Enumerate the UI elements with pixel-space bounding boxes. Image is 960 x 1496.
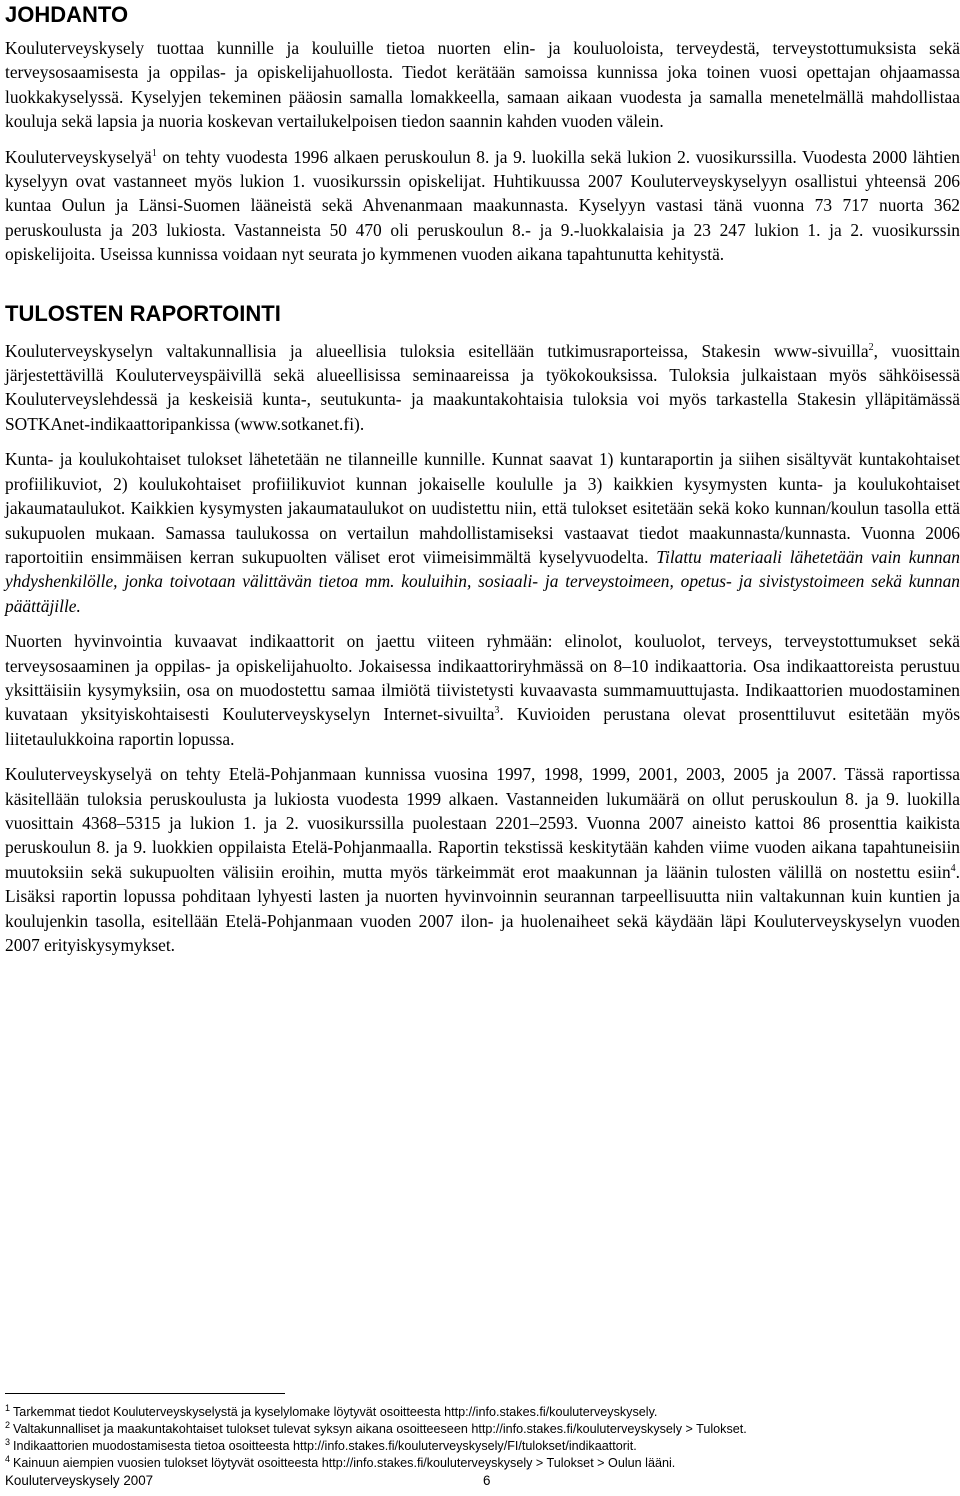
section-heading-tulosten-raportointi: TULOSTEN RAPORTOINTI	[5, 300, 281, 326]
paragraph: Kunta- ja koulukohtaiset tulokset lähetetään ne tilanneille kunnille. Kunnat saavat 1) kuntaraportin ja siihen sisältyvät kuntakohtaiset profiilikuviot, 2) koulukohtaiset profiilikuviot kunnan jokaiselle koululle ja 3) kaikkien kysymysten kunta- ja koulukohtaiset jakaumataulukot. Kaikkien kysymysten jakaumataulukot on uudistettu niin, että tulokset esitetään sekä koko kunnan/koulun tasolla että sukupuolen mukaan. Samassa taulukossa on vertailun mahdollistamiseksi vastaavat tiedot maakunnasta/kunnasta. Vuonna 2006 raportoitiin ensimmäisen kerran sukupuolten väliset erot viimeisimmältä kyselyvuodelta. Tilattu materiaali lähetetään vain kunnan yhdyshenkilölle, jonka toivotaan välittävän tietoa mm. kouluihin, sosiaali- ja terveystoimeen, opetus- ja sivistystoimeen sekä kunnan päättäjille.	[5, 449, 960, 616]
footnote: $^3$ Indikaattorien muodostamisesta tietoa osoitteesta http://info.stakes.fi/kouluterveyskysely/FI/tulokset/indikaattorit.	[5, 1437, 637, 1453]
page-footer	[5, 1472, 525, 1490]
footer-title: Kouluterveyskysely 2007	[5, 1473, 154, 1488]
footnotes	[5, 1393, 960, 1472]
paragraph: Nuorten hyvinvointia kuvaavat indikaattorit on jaettu viiteen ryhmään: elinolot, kouluolot, terveys, terveystottumukset sekä terveysosaaminen ja oppilas- ja opiskelijahuolto. Jokaisessa indikaattoriryhmässä on 8–10 indikaattoria. Osa indikaattoreista perustuu yksittäisiin kysymyksiin, osa on muodostettu samaa ilmiötä tiivistetysti kuvaavasta summamuuttujasta. Indikaattorien muodostaminen kuvataan yksityiskohtaisesti Kouluterveyskyselyn Internet-sivuilta$^3$. Kuvioiden perustana olevat prosenttiluvut esitetään myös liitetaulukkoina raportin lopussa.	[5, 631, 960, 749]
italic-note: Tilattu materiaali lähetetään vain kunnan yhdyshenkilölle, jonka toivotaan välittävän tietoa mm. kouluihin, sosiaali- ja terveystoimeen, opetus- ja sivistystoimeen sekä kunnan päättäjille.	[5, 546, 960, 616]
paragraph: Kouluterveyskyselyä$^1$ on tehty vuodesta 1996 alkaen peruskoulun 8. ja 9. luokilla sekä lukion 2. vuosikurssilla. Vuodesta 2000 lähtien kyselyyn ovat vastanneet myös lukion 1. vuosikurssin opiskelijat. Huhtikuussa 2007 Kouluterveyskyselyyn osallistui yhteensä 206 kuntaa Oulun ja Länsi-Suomen lääneistä sekä Ahvenanmaan maakunnasta. Kyselyyn vastasi tänä vuonna 73 717 nuorta 362 peruskoulusta ja 203 lukiosta. Vastanneista 50 470 oli peruskoulun 8.- ja 9.-luokkalaisia ja 23 247 lukion 1. ja 2. vuosikurssin opiskelijoita. Useissa kunnissa voidaan nyt seurata jo kymmenen vuoden aikana tapahtunutta kehitystä.	[5, 146, 960, 265]
footnote-ref[interactable]: 2	[868, 341, 874, 353]
document-page	[5, 0, 960, 957]
section-heading-johdanto: JOHDANTO	[5, 2, 129, 27]
paragraph: Kouluterveyskyselyn valtakunnallisia ja alueellisia tuloksia esitellään tutkimusraporteissa, Stakesin www-sivuilla$^2$, vuosittain järjestettävillä Kouluterveyspäivillä sekä alueellisissa seminaareissa ja työkokouksissa. Tuloksia julkaistaan myös sähköisessä Kouluterveyslehdessä ja keskeisiä kunta-, seutukunta- ja maakuntakohtaisia tuloksia voi myös tarkastella Stakesin ylläpitämässä SOTKAnet-indikaattoripankissa (www.sotkanet.fi).	[5, 340, 960, 434]
footnote-separator	[5, 1393, 285, 1394]
footnote-ref[interactable]: 3	[494, 705, 500, 717]
paragraph: Kouluterveyskyselyä on tehty Etelä-Pohjanmaan kunnissa vuosina 1997, 1998, 1999, 2001, 2003, 2005 ja 2007. Tässä raportissa käsitellään tuloksia peruskoulusta ja lukiosta vuodesta 1999 alkaen. Vastanneiden lukumäärä on ollut peruskoulun 8. ja 9. luokilla vuosittain 4368–5315 ja lukion 1. ja 2. vuosikurssilla puolestaan 2201–2593. Vuonna 2007 aineisto kattoi 86 prosenttia kaikista peruskoulun 8. ja 9. luokkien oppilaista Etelä-Pohjanmaalla. Raportin tekstissä keskitytään kahden viime vuoden aikana tapahtuneisiin muutoksiin sekä sukupuolten välisiin eroihin, mutta myös tärkeimmät erot maakunnan ja läänin tulosten välillä on nostettu esiin$^4$. Lisäksi raportin lopussa pohditaan lyhyesti lasten ja nuorten hyvinvoinnin seurannan tarpeellisuutta niin valtakunnan kuin kuntien ja koulujenkin tasolla, esitellään Etelä-Pohjanmaan vuoden 2007 ilon- ja huolenaiheet sekä käydään läpi Kouluterveyskyselyn vuoden 2007 erityiskysymykset.	[5, 764, 960, 955]
footnote: $^1$ Tarkemmat tiedot Kouluterveyskyselystä ja kyselylomake löytyvät osoitteesta http://info.stakes.fi/kouluterveyskysely.	[5, 1403, 658, 1419]
paragraph: Kouluterveyskysely tuottaa kunnille ja kouluille tietoa nuorten elin- ja kouluoloista, terveydestä, terveystottumuksista sekä terveysosaamisesta ja oppilas- ja opiskelijahuollosta. Tiedot kerätään samoissa kunnissa joka toinen vuosi opettajan ohjaamassa luokkakyselyssä. Kyselyjen tekeminen pääosin samalla lomakkeella, samaan aikaan vuodesta ja samalla menetelmällä mahdollistaa kouluja sekä lapsia ja nuoria koskevan vertailukelpoisen tiedon saannin kahden vuoden välein.	[5, 38, 960, 132]
footnote-ref[interactable]: 4	[950, 862, 956, 874]
footnote: $^4$ Kainuun aiempien vuosien tulokset löytyvät osoitteesta http://info.stakes.fi/kouluterveyskysely > Tulokset > Oulun lääni.	[5, 1454, 676, 1470]
page-number: 6	[483, 1473, 491, 1488]
footnote: $^2$ Valtakunnalliset ja maakuntakohtaiset tulokset tulevat syksyn aikana osoitteeseen http://info.stakes.fi/kouluterveyskysely > Tulokset.	[5, 1420, 747, 1436]
footnote-ref[interactable]: 1	[151, 147, 157, 159]
